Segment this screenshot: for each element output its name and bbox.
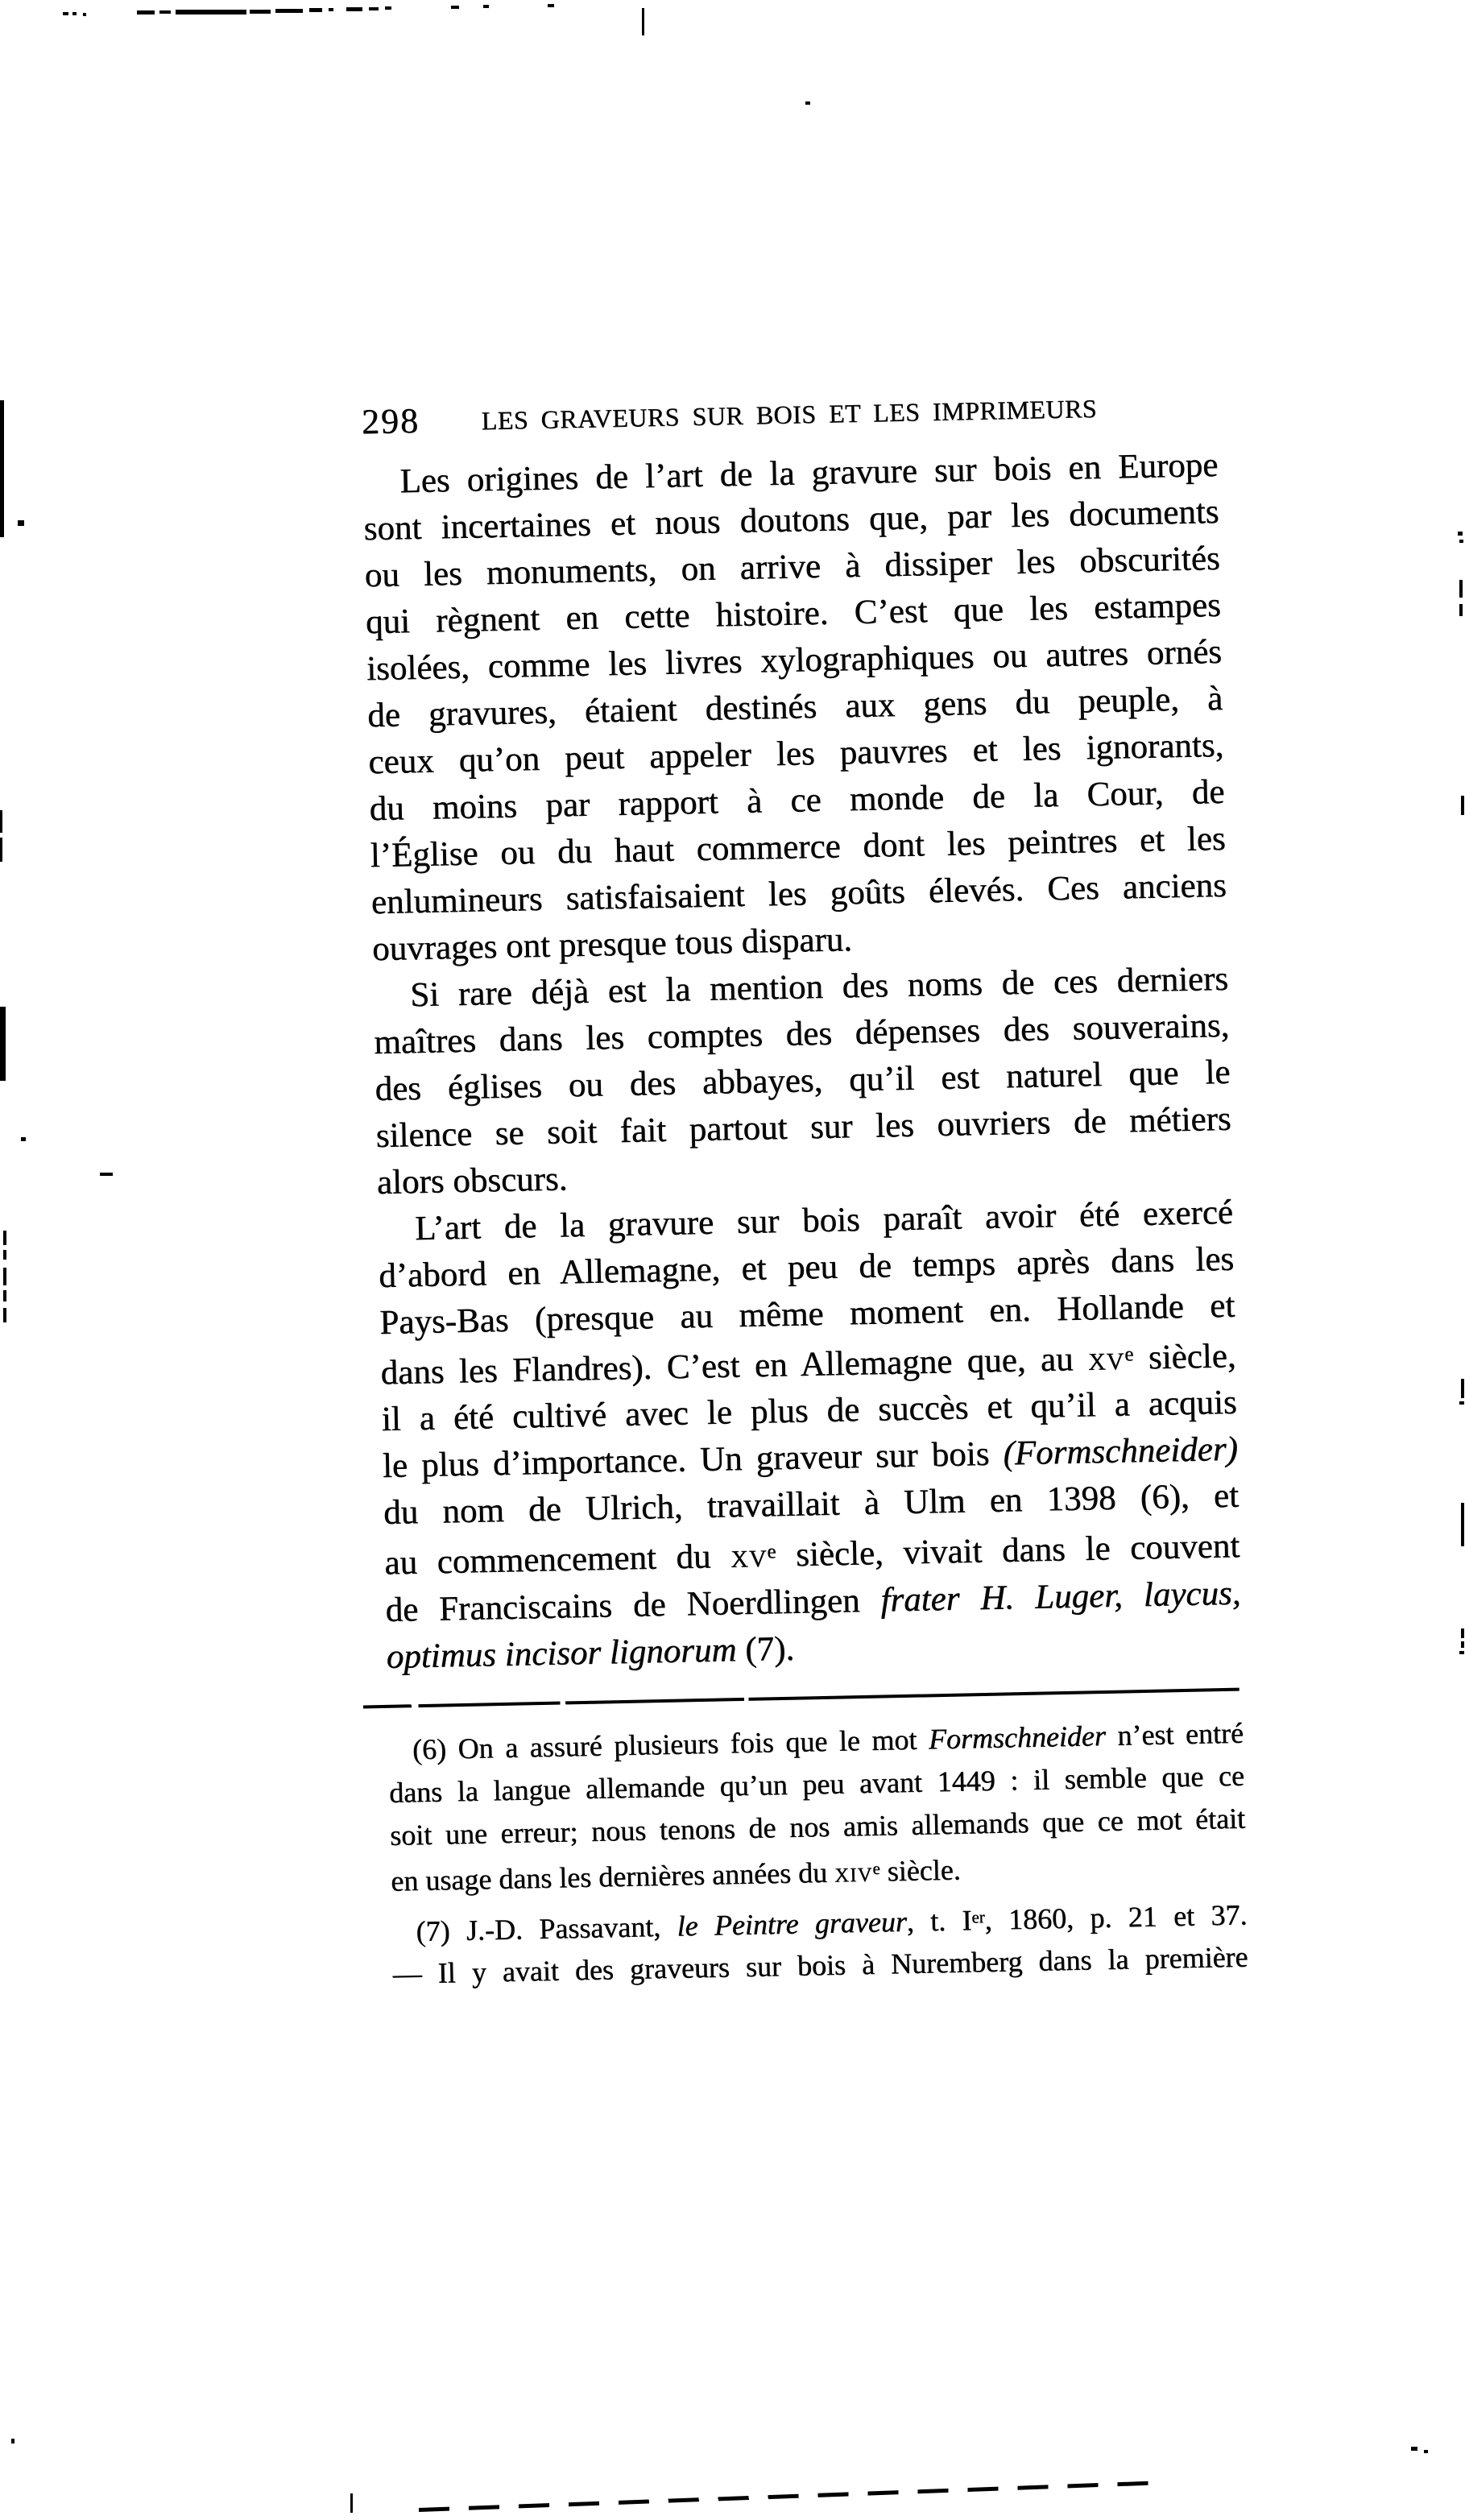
paragraph xyxy=(362,442,1228,973)
scan-artifact xyxy=(1459,580,1463,598)
scan-artifact xyxy=(18,520,24,526)
scan-artifact xyxy=(21,1137,26,1141)
scan-artifact xyxy=(3,1268,6,1285)
scan-artifact xyxy=(1459,540,1463,543)
scan-artifact-bottom-edge xyxy=(419,2481,1168,2512)
scan-artifact xyxy=(483,5,489,8)
scan-artifact xyxy=(1461,1503,1464,1546)
scan-artifact xyxy=(1459,1651,1464,1654)
scan-artifact xyxy=(451,6,459,9)
text-line: soit une erreur; nous tenons de nos amis allemands que ce mot était xyxy=(389,1802,1246,1852)
paragraph xyxy=(391,1890,1248,1996)
text-line: ceux qu’on peut appeler les pauvres et les ignorants, xyxy=(367,726,1224,782)
scan-artifact xyxy=(63,12,68,15)
scan-artifact xyxy=(3,1290,6,1301)
text-line: ouvrages ont presque tous disparu. xyxy=(371,921,853,969)
scan-artifact xyxy=(0,1007,6,1081)
text-line: en usage dans les dernières années du xiv$^e$ siècle. xyxy=(390,1853,962,1897)
page-number: 298 xyxy=(361,400,420,442)
scan-artifact xyxy=(385,6,391,10)
text-line: des églises ou des abbayes, qu’il est naturel que le xyxy=(375,1053,1231,1109)
scan-artifact xyxy=(0,838,2,862)
text-line: dans les Flandres). C’est en Allemagne que, au $xv^e$ siècle, xyxy=(380,1337,1236,1392)
scan-artifact xyxy=(1461,1628,1464,1638)
scan-artifact xyxy=(275,9,303,13)
text-line: L’art de la gravure sur bois paraît avoir été exercé xyxy=(414,1193,1234,1248)
scan-artifact xyxy=(3,1250,6,1260)
text-line: maîtres dans les comptes des dépenses des souverains, xyxy=(373,1006,1230,1062)
paragraph xyxy=(377,1190,1242,1681)
text-line: dans la langue allemande qu’un peu avant 1449 : il semble que ce xyxy=(388,1759,1245,1809)
text-line: isolées, comme les livres xylographiques ou autres ornés xyxy=(366,632,1223,689)
text-line: de gravures, étaient destinés aux gens du peuple, à xyxy=(366,679,1223,735)
text-line: l’Église ou du haut commerce dont les peintres et les xyxy=(370,819,1226,875)
footnotes xyxy=(388,1711,1248,1996)
text-line: le plus d’importance. Un graveur sur bois (Formschneider) xyxy=(382,1430,1239,1486)
text-line: Si rare déjà est la mention des noms de ces derniers xyxy=(409,959,1229,1015)
text-line: (7) J.-D. Passavant, le Peintre graveur, t. Ier, 1860, p. 21 et 37. xyxy=(416,1897,1248,1947)
scan-artifact xyxy=(1461,1641,1464,1648)
text-line: d’abord en Allemagne, et peu de temps après dans les xyxy=(378,1239,1235,1295)
text-line: Les origines de l’art de la gravure sur bois en Europe xyxy=(399,445,1219,501)
text-line: (6) On a assuré plusieurs fois que le mot Formschneider n’est entré xyxy=(412,1716,1244,1766)
footnote-separator xyxy=(363,1688,1239,1709)
scan-artifact xyxy=(11,2439,14,2443)
scan-artifact xyxy=(805,101,810,105)
scan-artifact xyxy=(250,10,271,14)
scan-artifact xyxy=(1411,2447,1417,2451)
paragraph xyxy=(373,956,1233,1206)
text-line: alors obscurs. xyxy=(376,1160,568,1202)
page-header xyxy=(361,384,1217,443)
scan-artifact xyxy=(548,4,554,7)
text-line: au commencement du $xv^e$ siècle, vivait dans le couvent xyxy=(383,1527,1240,1583)
scan-artifact xyxy=(176,10,246,14)
scan-artifact xyxy=(1459,1401,1464,1405)
page-content xyxy=(361,374,1248,1991)
scan-artifact xyxy=(329,8,333,11)
scan-artifact xyxy=(72,12,77,15)
text-line: ou les monuments, on arrive à dissiper les obscurités xyxy=(364,539,1221,595)
scan-artifact xyxy=(642,8,644,35)
scan-artifact xyxy=(100,1173,113,1176)
scan-artifact xyxy=(0,400,4,537)
scan-artifact xyxy=(1458,532,1463,536)
text-line: enlumineurs satisfaisaient les goûts élevés. Ces anciens xyxy=(370,866,1227,922)
text-line: du moins par rapport à ce monde de la Cour, de xyxy=(369,772,1225,829)
scan-artifact xyxy=(1461,796,1464,815)
scan-artifact xyxy=(350,2493,353,2513)
scan-artifact xyxy=(137,10,155,14)
scan-artifact xyxy=(369,7,379,10)
scan-artifact xyxy=(3,1231,6,1245)
text-line: de Franciscains de Noerdlingen frater H. Luger, laycus, xyxy=(385,1574,1241,1629)
text-line: il a été cultivé avec le plus de succès et qu’il a acquis xyxy=(381,1384,1238,1439)
text-line: sont incertaines et nous doutons que, par les documents xyxy=(363,492,1219,548)
scan-artifact xyxy=(346,7,362,11)
main-text xyxy=(362,442,1242,1681)
text-line: silence se soit fait partout sur les ouvriers de métiers xyxy=(375,1099,1231,1156)
running-title: LES GRAVEURS SUR BOIS ET LES IMPRIMEURS xyxy=(481,393,1098,436)
paragraph xyxy=(388,1711,1247,1902)
scan-artifact xyxy=(1459,604,1463,616)
scan-artifact xyxy=(3,1308,6,1322)
scan-artifact xyxy=(1424,2450,1428,2453)
scan-artifact xyxy=(159,10,171,14)
text-line: Pays-Bas (presque au même moment en. Hollande et xyxy=(379,1286,1235,1342)
text-line: qui règnent en cette histoire. C’est que les estampes xyxy=(365,586,1222,642)
scan-artifact xyxy=(0,810,2,833)
text-line: du nom de Ulrich, travaillait à Ulm en 1398 (6), et xyxy=(383,1477,1239,1533)
text-line: — Il y avait des graveurs sur bois à Nuremberg dans la première xyxy=(392,1940,1248,1991)
scan-artifact xyxy=(83,13,86,16)
scan-artifact xyxy=(309,8,322,12)
text-line: optimus incisor lignorum (7). xyxy=(386,1629,795,1676)
scan-artifact xyxy=(1461,1379,1464,1398)
